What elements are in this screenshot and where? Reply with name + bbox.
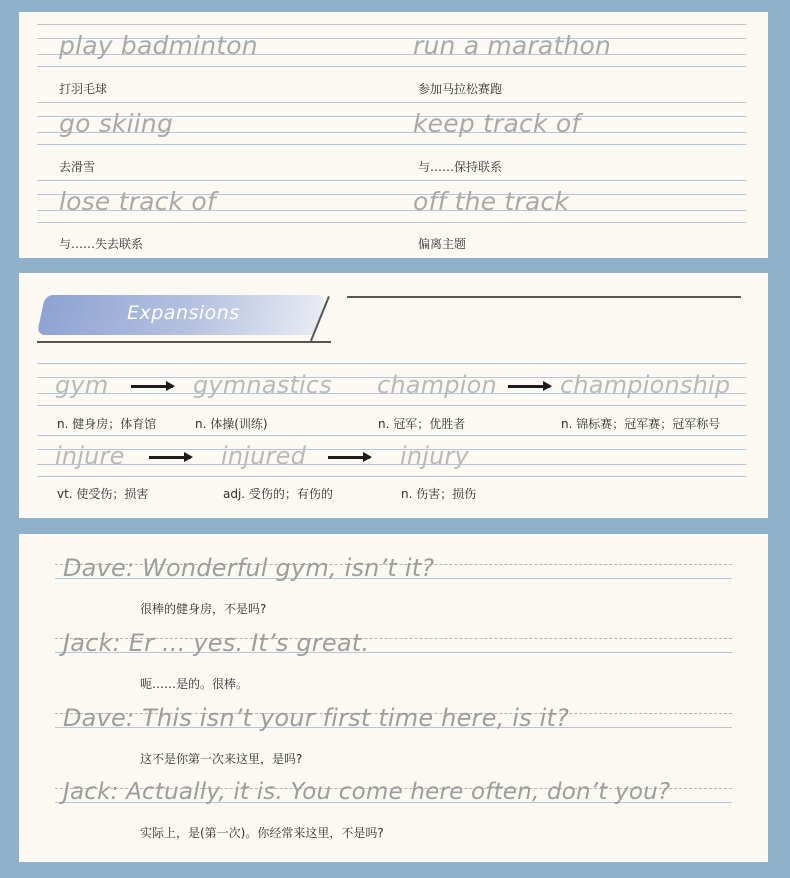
dialogue-line-en: Jack: Actually, it is. You come here often, don’t you?: [63, 779, 671, 805]
phrase-cn: 去滑雪: [59, 160, 96, 174]
word-cn: adj. 受伤的；有伤的: [223, 487, 333, 501]
word-en: injury: [400, 442, 470, 470]
phrase-en: off the track: [413, 187, 570, 216]
dialogue-panel: [19, 534, 768, 862]
phrase-cn: 与……保持联系: [418, 160, 503, 174]
phrase-cn: 打羽毛球: [59, 82, 108, 96]
divider: [347, 296, 741, 298]
word-cn: vt. 使受伤；损害: [57, 487, 149, 501]
phrase-en: run a marathon: [413, 31, 612, 60]
ruled-line: [37, 464, 746, 465]
phrase-cn: 与……失去联系: [59, 237, 144, 251]
word-en: gymnastics: [193, 371, 333, 399]
divider: [37, 341, 331, 343]
word-en: gym: [55, 371, 109, 399]
phrase-en: go skiing: [59, 109, 174, 138]
arrow-icon: [328, 456, 370, 459]
word-cn: n. 体操(训练): [195, 417, 268, 431]
phrase-cn: 参加马拉松赛跑: [418, 82, 503, 96]
word-cn: n. 冠军；优胜者: [378, 417, 466, 431]
word-cn: n. 伤害；损伤: [401, 487, 477, 501]
dialogue-line-cn: 实际上，是(第一次)。你经常来这里，不是吗?: [140, 826, 384, 840]
ruled-line: [37, 102, 746, 103]
dialogue-line-cn: 呃……是的。很棒。: [140, 677, 249, 691]
phrases-panel: [19, 12, 768, 258]
phrase-en: keep track of: [413, 109, 581, 138]
expansions-title: Expansions: [127, 302, 240, 324]
ruled-line: [37, 66, 746, 67]
phrase-en: lose track of: [59, 187, 216, 216]
ruled-line: [37, 476, 746, 477]
arrow-icon: [508, 385, 550, 388]
phrase-en: play badminton: [59, 31, 258, 60]
ruled-line: [37, 449, 746, 450]
word-en: champion: [377, 371, 497, 399]
ruled-line: [37, 144, 746, 145]
dialogue-line-en: Dave: Wonderful gym, isn’t it?: [63, 554, 435, 582]
word-cn: n. 健身房；体育馆: [57, 417, 157, 431]
dialogue-line-en: Jack: Er ... yes. It’s great.: [63, 629, 370, 657]
word-en: injure: [55, 442, 125, 470]
ruled-line: [37, 222, 746, 223]
ruled-line: [37, 435, 746, 436]
ruled-line: [37, 363, 746, 364]
ruled-line: [37, 24, 746, 25]
dialogue-line-cn: 这不是你第一次来这里，是吗?: [140, 752, 303, 766]
arrow-icon: [149, 456, 191, 459]
dialogue-line-cn: 很棒的健身房，不是吗?: [140, 602, 267, 616]
ruled-line: [37, 405, 746, 406]
ruled-line: [37, 180, 746, 181]
arrow-icon: [131, 385, 173, 388]
word-en: injured: [221, 442, 307, 470]
word-en: championship: [560, 371, 731, 399]
word-cn: n. 锦标赛；冠军赛；冠军称号: [561, 417, 721, 431]
dialogue-line-en: Dave: This isn’t your first time here, is it?: [63, 704, 570, 732]
expansions-panel: [19, 273, 768, 518]
phrase-cn: 偏离主题: [418, 237, 467, 251]
